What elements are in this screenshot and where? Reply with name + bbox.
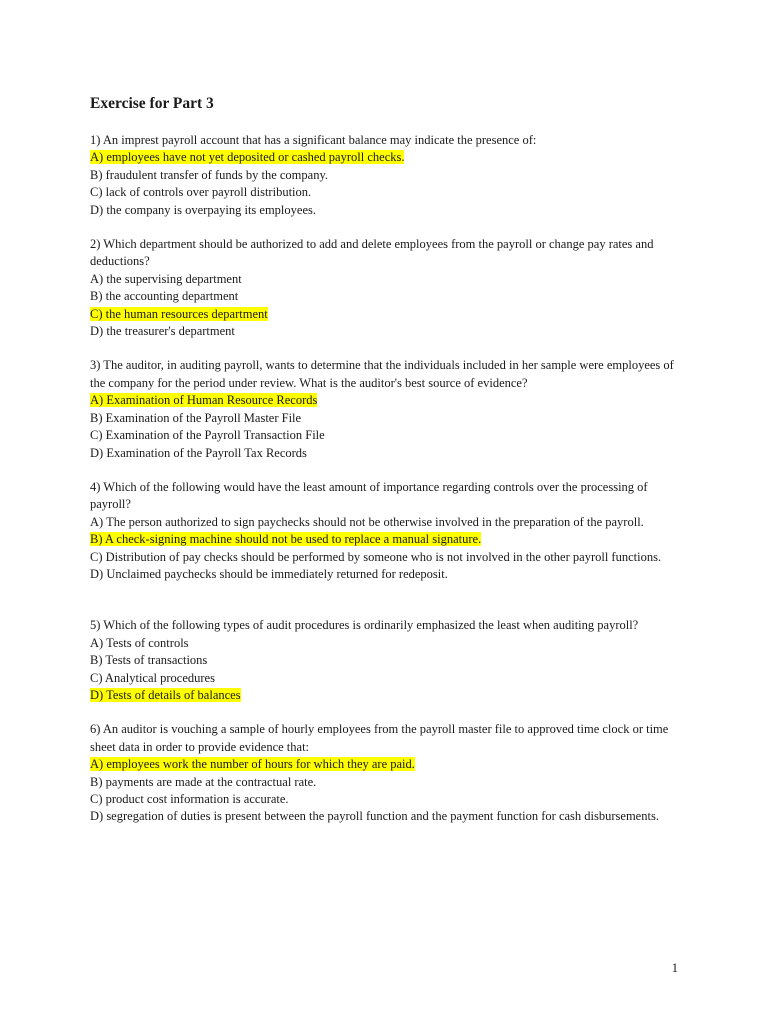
- answer-option: B) Tests of transactions: [90, 653, 208, 668]
- answer-option: B) the accounting department: [90, 289, 239, 304]
- question-3: [90, 357, 690, 461]
- answer-option-correct: [90, 306, 690, 323]
- answer-option-correct: [90, 149, 690, 166]
- question-6: [90, 721, 690, 825]
- question-4: [90, 479, 690, 583]
- answer-option: B) fraudulent transfer of funds by the company.: [90, 167, 329, 182]
- answer-option: C) lack of controls over payroll distribution.: [90, 185, 312, 200]
- answer-option: A) Tests of controls: [90, 635, 189, 650]
- answer-option: B) payments are made at the contractual rate.: [90, 774, 317, 789]
- answer-option: D) the treasurer's department: [90, 324, 235, 339]
- highlighted-answer: C) the human resources department: [90, 306, 268, 321]
- highlighted-answer: D) Tests of details of balances: [90, 687, 241, 702]
- answer-option: D) Unclaimed paychecks should be immediately returned for redeposit.: [90, 566, 448, 581]
- question-2: [90, 236, 690, 340]
- answer-option: B) Examination of the Payroll Master File: [90, 410, 302, 425]
- highlighted-answer: A) Examination of Human Resource Records: [90, 393, 318, 408]
- answer-option: D) segregation of duties is present between the payroll function and the payment function for cash disbursements.: [90, 809, 659, 824]
- highlighted-answer: A) employees work the number of hours for which they are paid.: [90, 757, 415, 772]
- highlighted-answer: B) A check-signing machine should not be used to replace a manual signature.: [90, 532, 482, 547]
- question-stem: 2) Which department should be authorized to add and delete employees from the payroll or change pay rates and deductions?: [90, 237, 654, 269]
- answer-option: D) the company is overpaying its employees.: [90, 202, 316, 217]
- question-stem: 1) An imprest payroll account that has a significant balance may indicate the presence of:: [90, 133, 537, 147]
- document-page: [90, 94, 690, 843]
- question-stem: 5) Which of the following types of audit procedures is ordinarily emphasized the least when auditing payroll?: [90, 618, 639, 633]
- answer-option-correct: [90, 687, 690, 704]
- answer-option: C) Examination of the Payroll Transaction File: [90, 428, 325, 443]
- answer-option-correct: [90, 756, 690, 773]
- question-1: [90, 132, 690, 219]
- question-5: [90, 617, 690, 704]
- highlighted-answer: A) employees have not yet deposited or cashed payroll checks.: [90, 150, 405, 165]
- answer-option: C) product cost information is accurate.: [90, 792, 289, 806]
- answer-option-correct: [90, 531, 690, 548]
- answer-option: A) The person authorized to sign paychecks should not be otherwise involved in the preparation of the payroll.: [90, 514, 644, 529]
- page-number: 1: [671, 961, 678, 975]
- document-title: Exercise for Part 3: [90, 95, 214, 112]
- question-stem: 6) An auditor is vouching a sample of hourly employees from the payroll master file to approved time clock or time sheet data in order to provide evidence that:: [90, 722, 669, 754]
- question-stem: 4) Which of the following would have the least amount of importance regarding controls over the processing of payroll?: [90, 479, 648, 512]
- answer-option: D) Examination of the Payroll Tax Records: [90, 445, 307, 460]
- answer-option-correct: [90, 392, 690, 409]
- answer-option: C) Analytical procedures: [90, 670, 215, 685]
- answer-option: C) Distribution of pay checks should be performed by someone who is not involved in the other payroll functions.: [90, 549, 662, 564]
- answer-option: A) the supervising department: [90, 271, 242, 286]
- question-stem: 3) The auditor, in auditing payroll, wants to determine that the individuals included in her sample were employees of the company for the period under review. What is the auditor's best source of evidence?: [90, 358, 674, 390]
